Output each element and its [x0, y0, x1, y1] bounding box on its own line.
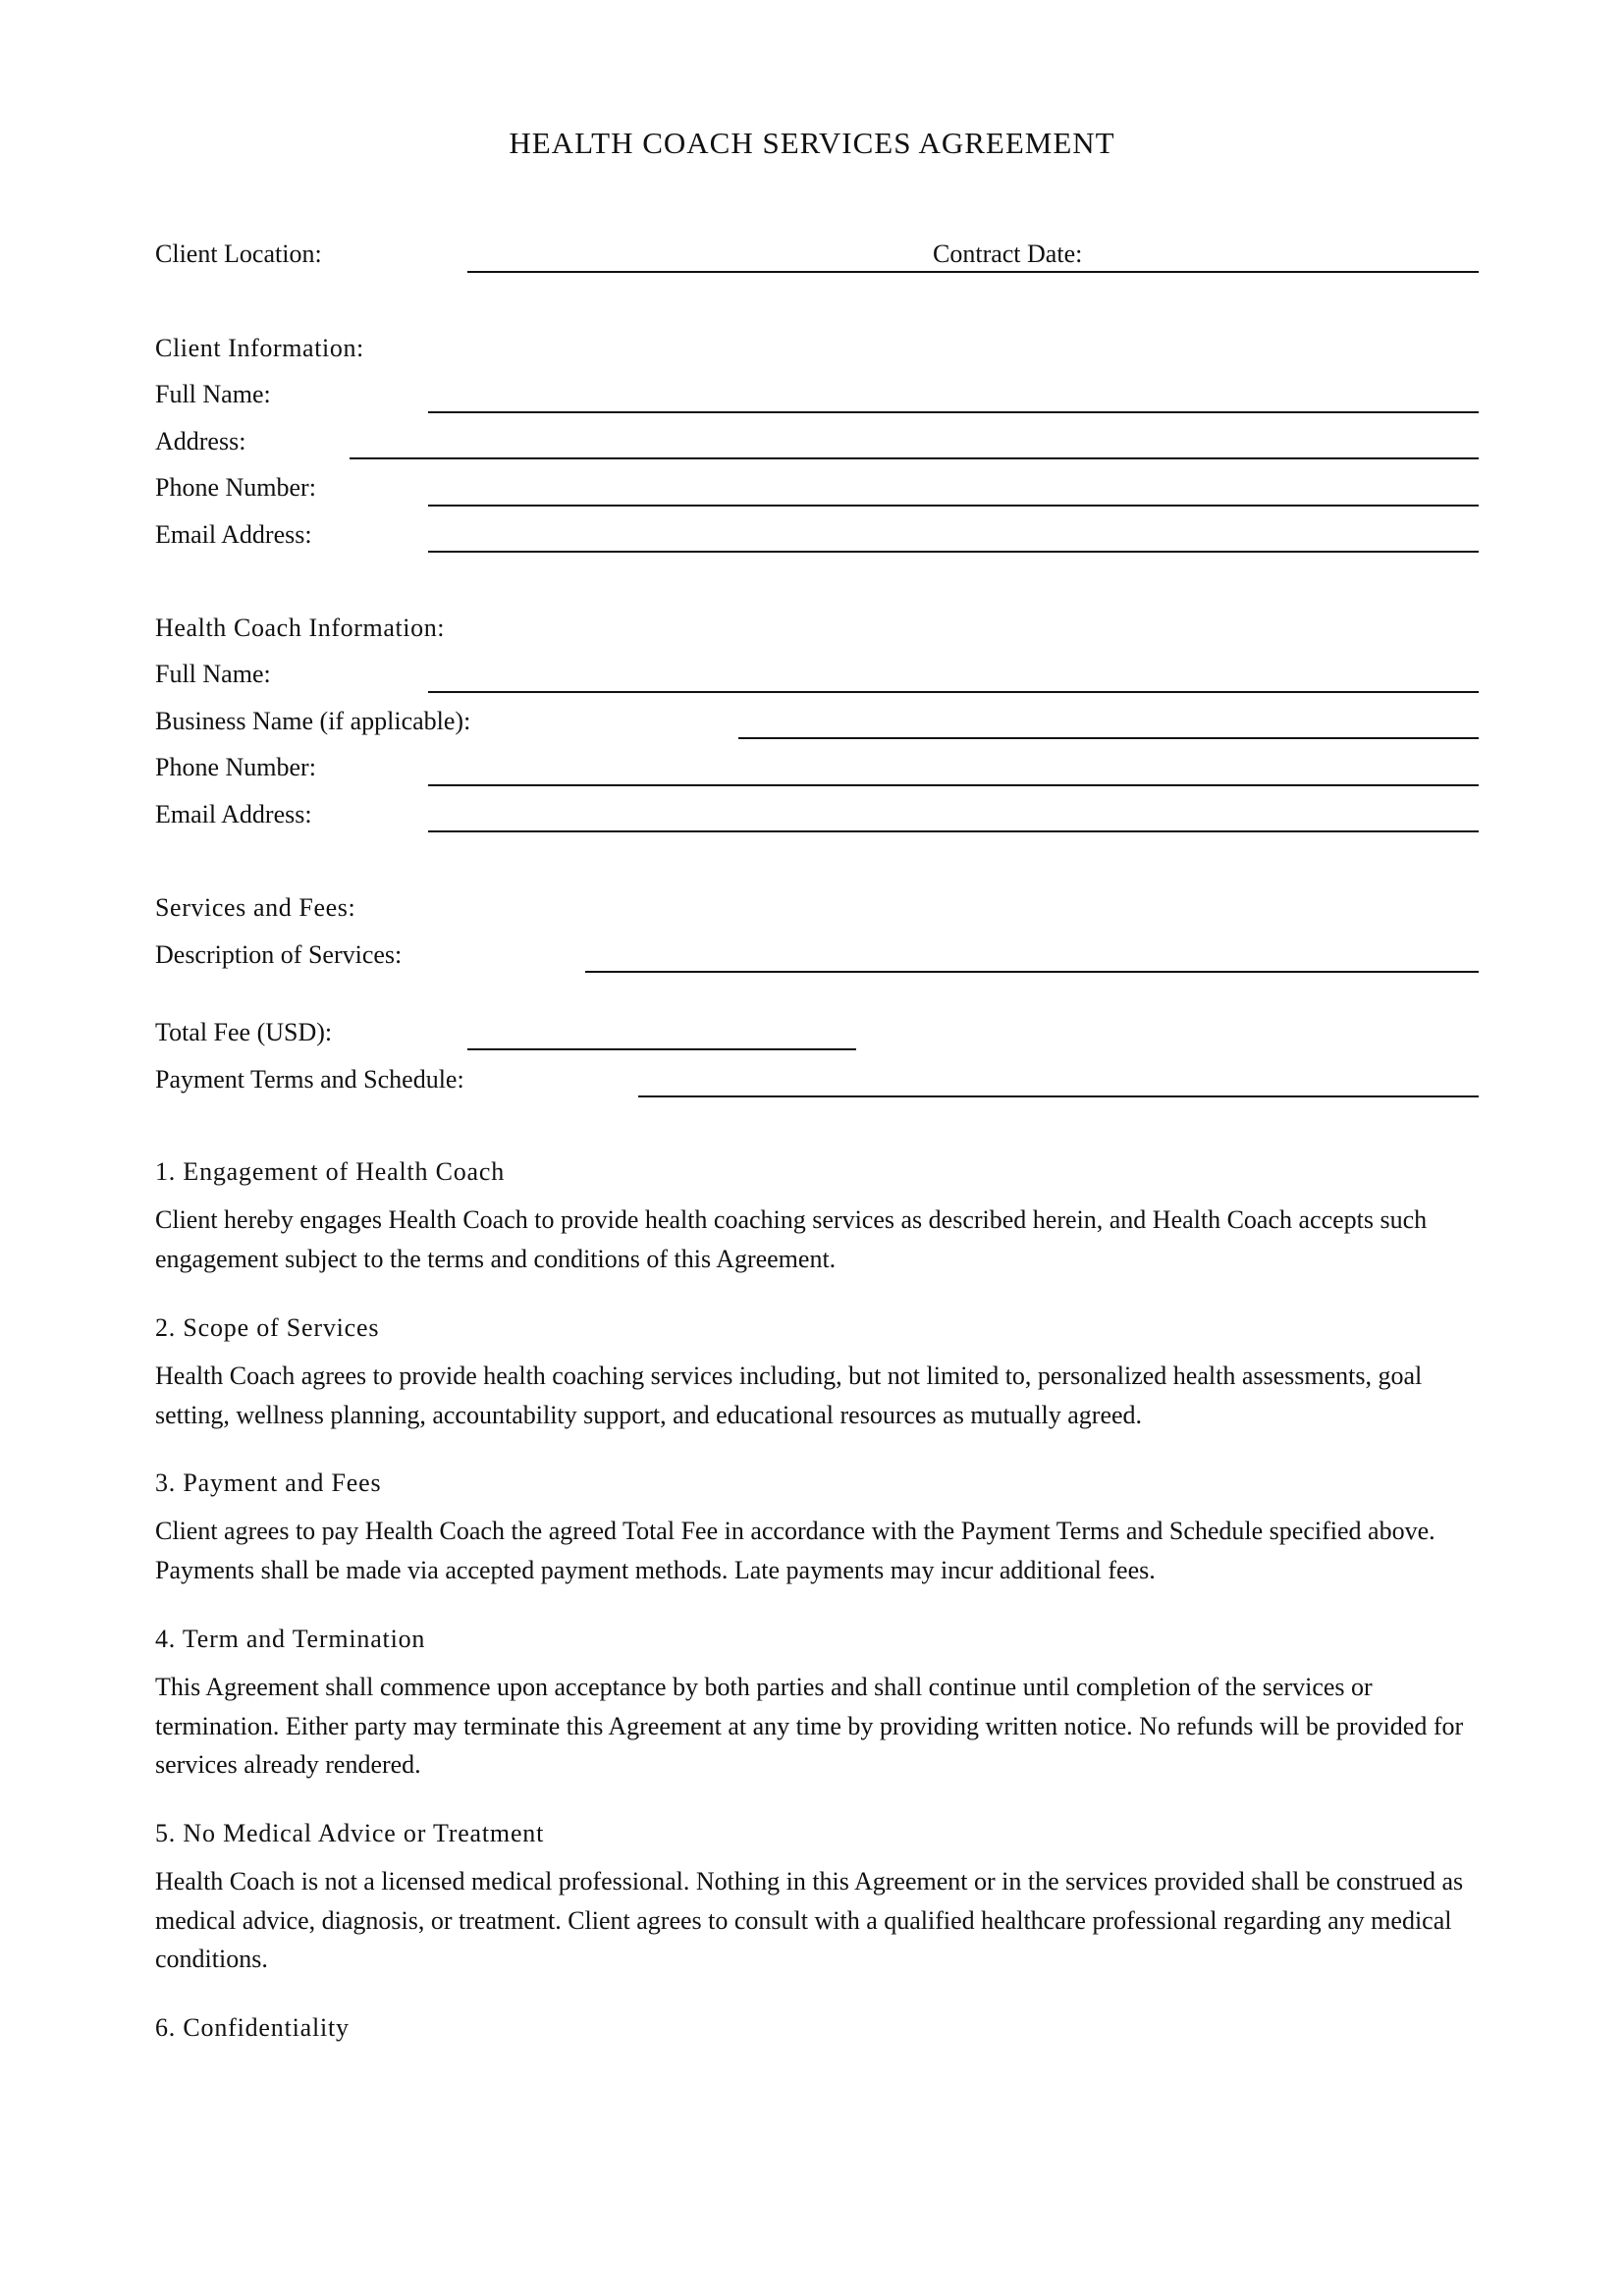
- services-description-label: Description of Services:: [155, 940, 403, 969]
- client-full-name-label: Full Name:: [155, 380, 271, 408]
- section-heading: 1. Engagement of Health Coach: [155, 1157, 506, 1186]
- client-email-label: Email Address:: [155, 520, 312, 549]
- client-address-label: Address:: [155, 427, 246, 455]
- section-text: Client hereby engages Health Coach to provide health coaching services as described herein, and Health Coach accepts such engagement subject to the terms and conditions of this Agreement.: [155, 1205, 1428, 1273]
- section-heading: 4. Term and Termination: [155, 1625, 426, 1653]
- section-text: Health Coach agrees to provide health coaching services including, but not limited to, personalized health assessments, goal setting, wellness planning, accountability support, and educational resources as mutually agreed.: [155, 1362, 1423, 1429]
- client-full-name-field[interactable]: [428, 411, 1479, 413]
- client-location-field[interactable]: [467, 271, 1479, 273]
- payment-terms-field[interactable]: [638, 1095, 1479, 1097]
- section-heading: 3. Payment and Fees: [155, 1468, 382, 1497]
- coach-email-field[interactable]: [428, 830, 1479, 832]
- client-info-heading: Client Information:: [155, 334, 364, 362]
- coach-phone-field[interactable]: [428, 784, 1479, 786]
- payment-terms-label: Payment Terms and Schedule:: [155, 1065, 464, 1094]
- client-address-field[interactable]: [350, 457, 1479, 459]
- services-description-field[interactable]: [585, 971, 1479, 973]
- document-title: HEALTH COACH SERVICES AGREEMENT: [509, 126, 1115, 160]
- contract-date-label: Contract Date:: [933, 240, 1083, 268]
- section-heading: 2. Scope of Services: [155, 1313, 380, 1342]
- section-text: This Agreement shall commence upon acceptance by both parties and shall continue until completion of the services or termination. Either party may terminate this Agreement at any time by providing written notice. No refunds will be provided for services already rendered.: [155, 1673, 1464, 1779]
- client-phone-label: Phone Number:: [155, 473, 316, 502]
- section-heading: 6. Confidentiality: [155, 2013, 350, 2042]
- services-heading: Services and Fees:: [155, 893, 356, 922]
- coach-business-name-label: Business Name (if applicable):: [155, 707, 471, 735]
- coach-business-name-field[interactable]: [738, 737, 1479, 739]
- coach-email-label: Email Address:: [155, 800, 312, 828]
- section-heading: 5. No Medical Advice or Treatment: [155, 1819, 545, 1847]
- section-text: Health Coach is not a licensed medical professional. Nothing in this Agreement or in the services provided shall be construed as medical advice, diagnosis, or treatment. Client agrees to consult with a qualified healthcare professional regarding any medical conditions.: [155, 1867, 1464, 1973]
- coach-phone-label: Phone Number:: [155, 753, 316, 781]
- client-phone-field[interactable]: [428, 505, 1479, 507]
- total-fee-field[interactable]: [467, 1048, 856, 1050]
- coach-full-name-label: Full Name:: [155, 660, 271, 688]
- coach-full-name-field[interactable]: [428, 691, 1479, 693]
- client-location-label: Client Location:: [155, 240, 322, 268]
- coach-info-heading: Health Coach Information:: [155, 614, 446, 642]
- section-text: Client agrees to pay Health Coach the agreed Total Fee in accordance with the Payment Terms and Schedule specified above. Payments shall be made via accepted payment methods. Late payments may incur additional fees.: [155, 1517, 1435, 1584]
- total-fee-label: Total Fee (USD):: [155, 1018, 333, 1046]
- client-email-field[interactable]: [428, 551, 1479, 553]
